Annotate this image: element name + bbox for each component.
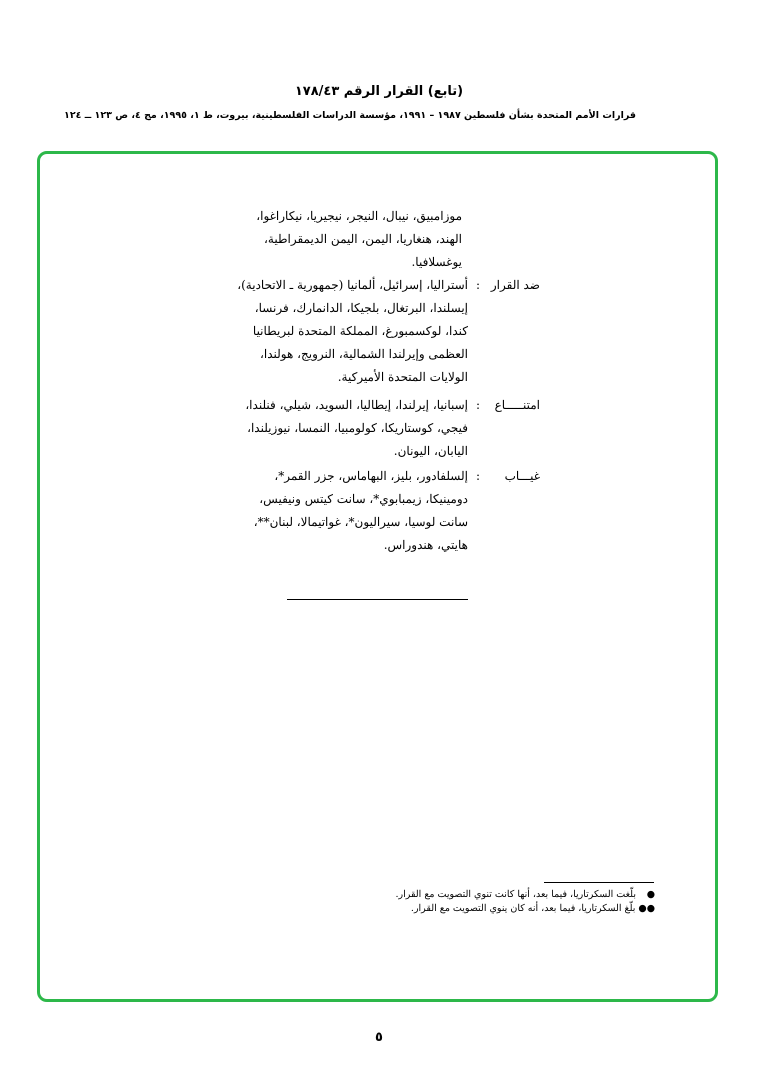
abstaining-colon: : [475,398,480,412]
against-label: ضد القرار [490,278,540,292]
against-line: العظمى وإيرلندا الشمالية، النرويج، هولندا، [260,347,468,361]
page-header-title: (تابع) القرار الرقم ١٧٨/٤٣ [294,84,464,99]
abstaining-line: فيجي، كوستاريكا، كولومبيا، النمسا، نيوزيلندا، [247,421,468,435]
against-line: إيسلندا، البرتغال، بلجيكا، الدانمارك، فرنسا، [254,301,468,315]
footnote-marker: ● [646,889,655,900]
footnote-item [395,902,655,916]
absent-line: سانت لوسيا، سيراليون*، غواتيمالا، لبنان**، [253,515,468,529]
abstaining-line: إسبانيا، إيرلندا، إيطاليا، السويد، شيلي، فنلندا، [245,398,468,412]
absent-colon: : [475,469,480,483]
footnotes [395,888,655,916]
footnote-item [395,888,655,902]
abstaining-label: امتنـــــاع [494,398,540,412]
footnote-divider [544,882,654,883]
footnote-text: بلّغت السكرتاريا، فيما بعد، أنها كانت تنوي التصويت مع القرار. [395,889,636,900]
against-line: أستراليا، إسرائيل، ألمانيا (جمهورية ـ الاتحادية)، [237,278,468,292]
absent-list [213,465,468,557]
footnote-marker: ●● [638,903,655,914]
against-list [213,274,468,389]
absent-label: غيـــاب [504,469,540,483]
against-colon: : [475,278,480,292]
absent-line: إلسلفادور، بليز، البهاماس، جزر القمر*، [274,469,468,483]
against-line: الولايات المتحدة الأميركية. [337,370,468,384]
absent-line: دومينيكا، زيمبابوي*، سانت كيتس ونيفيس، [259,492,468,506]
page-number: ٥ [375,1030,383,1045]
footnote-text: بلّغ السكرتاريا، فيما بعد، أنه كان ينوي التصويت مع القرار. [410,903,636,914]
abstaining-line: اليابان، اليونان. [393,444,468,458]
source-citation: قرارات الأمم المتحدة بشأن فلسطين ١٩٨٧ – ١٩٩١، مؤسسة الدراسات الفلسطينية، بيروت، ط ١، ١٩٩٥، مج ٤، ص ١٢٣ ــ ١٢٤ [64,110,636,121]
section-divider [287,599,468,600]
in-favor-line: موزامبيق، نيبال، النيجر، نيجيريا، نيكاراغوا، [256,209,462,223]
absent-line: هايتي، هندوراس. [383,538,468,552]
in-favor-line: الهند، هنغاريا، اليمن، اليمن الديمقراطية، [264,232,462,246]
in-favor-continued [172,205,462,274]
abstaining-list [213,394,468,463]
in-favor-line: يوغسلافيا. [411,255,462,269]
against-line: كندا، لوكسمبورغ، المملكة المتحدة لبريطانيا [252,324,468,338]
